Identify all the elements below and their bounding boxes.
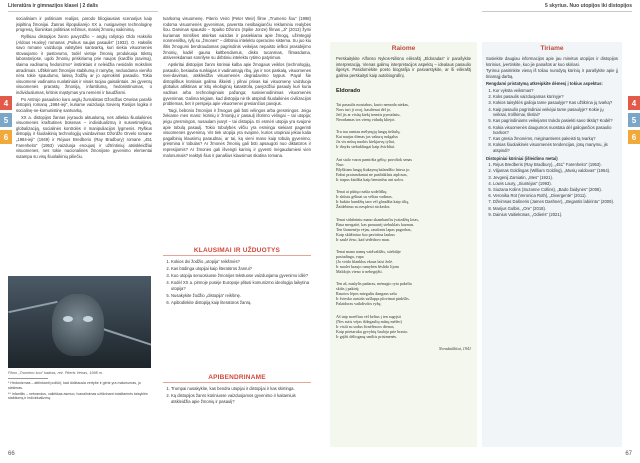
footnote-rule [8,378,48,379]
work-item: 7. Džeimsas Dašneris (James Dashner), „Begantis labirintu“ (2009). [493,199,618,205]
work-item: 1. Rėjus Bredberis (Ray Bradbury), „451° Farenheito“ (1953). [493,162,618,168]
poem-title: Eldorado [336,88,361,94]
paragraph: Apskritai distopijos žanro kūriniai kalba apie žmogaus veiklos (technologijų, pasaulio, besiauba sunkiąjas ir vadinamąją ribų, jąs ir nos paskalą, visuomenes svei-davimas, atskleidžia visuomenės degradavimo tąrpus. Payal šie distopiškus kūriniais galima iškeisti į pilnai privas kai visuomenę vaizduoja globalus atliktinas ar kitų ekologinių katastrofa, pavyzdžiui pasauly kuri kuria vadinas arba technologiniais pažanga; susivienodinimas visuomenės gyvenimas. Galima teigiam, kad distopija nė tik atspindi šiuolaikinės civilizacijos problemas, bet ir perspėja apie visuomenei gresiančius pavojus. [163,61,311,107]
footnote: * Hedonizmas – atitinkanti požiūrį, kad didžiausia vertybe ir gėris yra malonumas, jo siekimas. [8,381,141,390]
aspects-list [486,88,618,154]
work-item: 9. Dainius Vaitiekūnas, „Odieris“ (2021). [493,212,618,218]
footnote: ** Infantilis – nebrandus, vaikiškas asmuo; Ivanalinimas užtikrinant totalitarinės taisyklės stabilumą ir individualizmą. [8,391,148,401]
cable [101,328,151,347]
side-tab-5[interactable]: 5 [0,113,12,127]
aspect-item: 1. Kur vyksta veiksmas? [493,88,618,94]
poem-stanza: Tenai ai pūtiųo našia sodeliškų Ir skūstu gėlinai su vėliau vadinas. Ir buktio bandžių tarn vėl glaudžia kaip tiltą, Žaidebimo su nesplesti nickedos. [336,189,409,210]
side-tab-6[interactable]: 6 [628,130,640,144]
work-item: 6. Veronika Rot (Veronica Roth), „Divergentė“ (2011). [493,193,618,199]
photo-caption: Filmo „Trumeno šou“ kadras, rež. Piteris Veiras, 1998 m. [8,371,103,375]
summary-item: 1. Trumpai nusakykite, kas bendra utopijai ir distopijai ir kas skirtinga. [171,386,311,392]
eye [83,316,93,322]
paragraph: XX a. distopijos žanras įvyraudo aktualumą, nes atliekia šiuolaikinės visuomenės kraštutines būsenas – individualizmą ir susvetimėjimą, globalizaciją, socialinės kontrolės ir manipuliacijos lygmenis. Ryškus distopijų ir šiuolaikinių technologijų vaizdavimas Džordžo Orvelo romane „1984-ieji“ (1949) ir Rėjaus Bredberio (Ray Bradbury) romane „451 Farenheito“ (1953) vaizduoja enoujusį ir užtrintiniuj atsiskleidžiai visuomenes, nes tokie nacionalinės žmonijose gyvenimo elementai sutampa su visų šiuolaikinių piliečiu. [16,114,152,159]
side-tab-4[interactable]: 4 [628,96,640,110]
aspects-title: Rengdami pristatymą atkreipkite dėmesį į tokius aspektus: [486,81,603,87]
works-title: Distopiniai kūriniai (išleidimo metai) [486,155,558,161]
paragraph: Po Antrojo pasaulinio karo anglų žurnalistas Džordžas Orvelas parašė distopinį romaną „1984-ieji“, kuriame vaizduoja Sovietų Rusijos logika ir socialinę-ne-komunistinę santvarką. [16,96,152,113]
right-page-header: 5 skyrius. Nuo utopijos iki distopijos [545,3,632,9]
question-item: 3. Kuo utopija senuosiuose žmonijos tekstuose vaizduojama gyvenimo idilė? [171,273,311,279]
questions-title: KLAUSIMAI IR UŽDUOTYS [163,247,311,256]
left-text-column-1 [16,16,152,272]
research-task-title: Tiriame [540,45,564,52]
works-list [486,162,618,217]
poem-stanza: Ant stalo vazos pamiršta gėlių: pavoliok senas Nuo: Blyškiam langų šiukaynų balandžio laisva įo. Enbsi prairasdumui ne pasibūklais atplosas, Ir trapus žaidžia kaip beminčus ant uolos. [336,156,412,182]
aspect-item: 4. Kaip pasaulio pagrindiniai veikėjai tame pasaulyje? Kokie jų veiksai, troškimai, tikslai? [493,107,618,118]
left-page-header: Literatūra ir gimnazijos klasei | 2 dalis [8,3,99,9]
work-item: 5. Siuzana Kolins (Suzanne Collins), „Bado žaidynės“ (2008). [493,187,618,193]
paragraph: Taigi, bebūnio žmonijos ir žmogus gali būti vėlingos arba gresmingos. Jeigu žekiame mes mano: kūrinių ir žmonijų ir pasaulį išūrimo vėlingai – tai utopija; jeigu gresmingos, nusaulam įvaryt – tai distopija. Ei esmėri utopija yra svajonė apie tobulą pasaulį. Tokio tobulybės vilčiu yra esminga siekiant pagerinti visuomenės gyvenimą. Vis tiek utopija yra svajonė, kurios utopiniai jekiai kalia pagalbinių klausimų paraudnai, ar tai, ką vieni mano kaip tobulą gyvenimo, grėsmina ir tobulas? Ar žmonės žmonių gali būti apsaugoti nuo diktatūros ir represijomis? Ar žmonės gali išvengti karinių ir gyventi mėgaudamiesi vien malonumais? Ieaktyti šius ir panašius klausimus skatina romana. [163,107,311,158]
aspect-item: 8. Kokias šiuolaikinės visuomenės tendencijas, jūsų manymu, jis atspindi? [493,142,618,153]
intro-text: Perskaitykite Alfonso Nykos-Niliūno eilėraštį „Eldoradas“ ir parašykite interpretaciją. Vienas galimų interpretacijos aspektų – idealaus pasaulio ilgesys. Pasidomėkite poeto biografija ir pasvarstykite, ar ši eilėraštį galima perskaityti kaip autobiografinį. [336,56,471,78]
header-rule [482,11,632,12]
aspect-item: 6. Kokia visuomenės daugumos nuostata dėl galiojančios pasaulio tvarkos? [493,125,618,136]
research-task-content [486,56,618,218]
work-item: 2. Viljamas Goldingas (William Golding), „Musių valdovas“ (1954). [493,168,618,174]
aspect-item: 3. Kokios taisyklės galioja tame pasaulyje? Kas užtikrina jų tvarką? [493,100,618,106]
question-item: 4. Kodėl XX a. pirmoje pusėje Europoje plitusi komunizmo ideologija laikytina utopija? [171,280,311,291]
paragraph: tvarkomą visuomenę. Piterio Veiro (Peter Weir) filme „Trumeno šou“ (1998) rodoma visuomenės gyvenimas, paversta nesibaigiančiu reklaminiu realybės šou. Darvinas spausdo – Spaiko Džonzo (Spike Jonze) filmas „Ji“ (2013) žymi kuriamas mintišies atsirkas vaizdas ir pasiekiama apie žmogų, užimtegoji nonmenišką, ryšį su „žmonės“ – dirbtiniu intelektu operacine sistema. Su juo kiu ištis žmogumi bendraudamas pagrindinis veikėjas nepaisto ieškoi prasidėjimo žmonių, kadėl gauna kaltbendamus, disko tucanmas, filmasdama, atsiverekdamas sonrilyse su dirbtiniu intelektu rytimo patyrimus. [163,16,311,61]
work-item: 3. Jevgenij Zamiatin, „Mes“ (1921). [493,175,618,181]
intro-text: Tyrimui pasirinkite vieną iš toliau nurodytų kūrinių ir parašykite apie jį tiriamąjį darbą. [486,68,618,79]
eye [63,316,73,322]
left-text-column-2 [163,16,311,242]
figure-head [52,294,104,356]
poem-stanza: Aš taip norėčiau vėl keltus į ten sugrįsti (Nes sutis vėjas išdegaulių mūsų mėlėo) Ir visiū su sodus širnėlėsoos dienas, Kaip prietaruku gyvybių šauloja prie brasto. Ir grįžti dėlioganą smiltis prisimenės. [336,313,409,339]
questions-section [163,247,311,307]
aspect-item: 2. Koks pasaulis vaizduojamas kūrinyje? [493,94,618,100]
side-tab-4[interactable]: 4 [0,96,12,110]
question-item: 6. Apibūdinkite distopiją kaip literatūros žanrą. [171,300,311,306]
film-still-photo [8,276,151,368]
right-page-number: 67 [625,451,632,457]
paragraph: socialiniam ir politiniam realijos, parodo bliogiausias scenarijus kaip įsipiltiną žmonijai. Žanras išpopuliarėjo XX a. nusigavinęs technologinę progresą, šioninkas politinias režimus, masinį žmonių naikinimą. [16,16,152,33]
summary-title: APIBENDRINAME [163,374,311,383]
intro-text: Susiekite daugiau informacijos apie jau minėtus utopijos ir distopijos kūrinius, įvertinkite, kuo jie panašūs ar kuo skiriasi. [486,56,618,67]
questions-list [163,259,311,306]
poem-text [336,97,471,359]
left-page-number: 66 [8,451,15,457]
footnotes [8,381,151,402]
poem-stanza: Tru tau ramiau mėlynųjų langų tirštulų, Kai naujas dienas jas vakurų rudgalus Jis vis mūsų nuokis kiekjarvų tyliai, Ir išnyks stebuklingai kaip žvirbliai. [336,129,401,150]
summary-list [163,386,311,404]
aspect-item: 7. Kas gresia žmonėms, mėginantiems pakeisti tą tvarką? [493,136,618,142]
summary-item: 2. Ką distopijos žanro kūriniuose vaizduojamos gyvenimo ir kaitamiuis atskleidžia apie žmonių ir pasaulį? [171,393,311,404]
question-item: 2. Kas būdinga utopijai kaip literatūros žanrui? [171,266,311,272]
work-item: 8. Marijus Gulbis, „Ore“ (2018). [493,206,618,212]
poem-stanza: Tenai sidabriniu mano skambančiu įvaizdžių lotas, Basa mergaitė, kas paruaurij stebuklais kazmas. Ten šiomenėja vėjas, raudonis lapas pagrobas, Kaip skūžiniuo šuo pavirtina laukus Ir saulė žeso, kad sėdėdavo man. [336,216,419,242]
side-tab-6[interactable]: 6 [0,130,12,144]
summary-section [163,374,311,406]
aspect-item: 5. Kas pagrindiniams veikėjams trukdo pasiekti savo tikslą? Kodėl? [493,118,618,124]
poem-signature: Neradaiklitai, 1941 [438,346,471,352]
poem-stanza: Ten aš, maūylis padaras, mėnugio ryta pakelia skiūs į pakirtį; Rasotos lėpos mieguliu dangaus sašu Ir šviesko austrūs sušlapęs plovimai pinkšlis. Palaidoras vaikdivdos ryžų; [336,281,412,307]
work-item: 4. Lowis Laury, „Siuntėjas“ (1993). [493,181,618,187]
question-item: 5. Nusakykite žodžio „distopija“ reikšmę. [171,293,311,299]
writing-task-title: Raiome [391,45,416,52]
side-tab-5[interactable]: 5 [628,113,640,127]
question-item: 1. Kokios dvi žodžio „utopija“ reikšmės? [171,259,311,265]
poem-stanza: Tenai mano namų vaidvaldžis, stiebiūje pasiudinga, vapa (Jo veido blanklus ekaus laisi žolė. Ir nuolei kraujo ramybėn šėslido lijom Maldojis vieno ir nebegrįžti. [336,248,401,274]
writing-task-intro [336,56,471,79]
header-rule [8,11,158,12]
poem-stanza: Tai pasaulis mostabus, kurio nemoda niekas, Nors turi ji ovoj, kasdienai dėl jo, Jeil jis ar visūų kiekį tremtis pynutūsiu, Neordamas tos vienų vidudų kliejot. [336,102,410,122]
cable [8,301,57,313]
paragraph: Ryškiau distopijos žanro pavyzdžio – anglų rašytojo Oldo Haksilio (Aldous Huxley) romanas „Puikus naujas pasaulis“ (1932). O. Haksilis savo romane vaizduoja valstybės santvarką, kuri siekia visuomenės stovaujamo ir pastovumo, todėl vietoje žmonių produkuoja tūkstų laboratorijose, ugdo žmonių priskiriamą prie naujos (kardžio įsavimą), slaima vadinamų hedonizmo* instinktais ir neleidžia nesidalin mokslinis atradimais. Užtikrinant žmonijos stabilumą ir ramybę, neduodama vienišo nėra tokie spaudumo, laisvą žodžių ar jo apmokinti pasaulio. Tokia visuomenė vadinama nuolatiniais ir visais tuojau gaisalintais. Jei gyventų visuomenės prarastų žmoniją, infantilumą, hedonistinumas, o individualumas, kritinis mąstymas yra nemėmi ir baudžiami. [16,33,152,95]
